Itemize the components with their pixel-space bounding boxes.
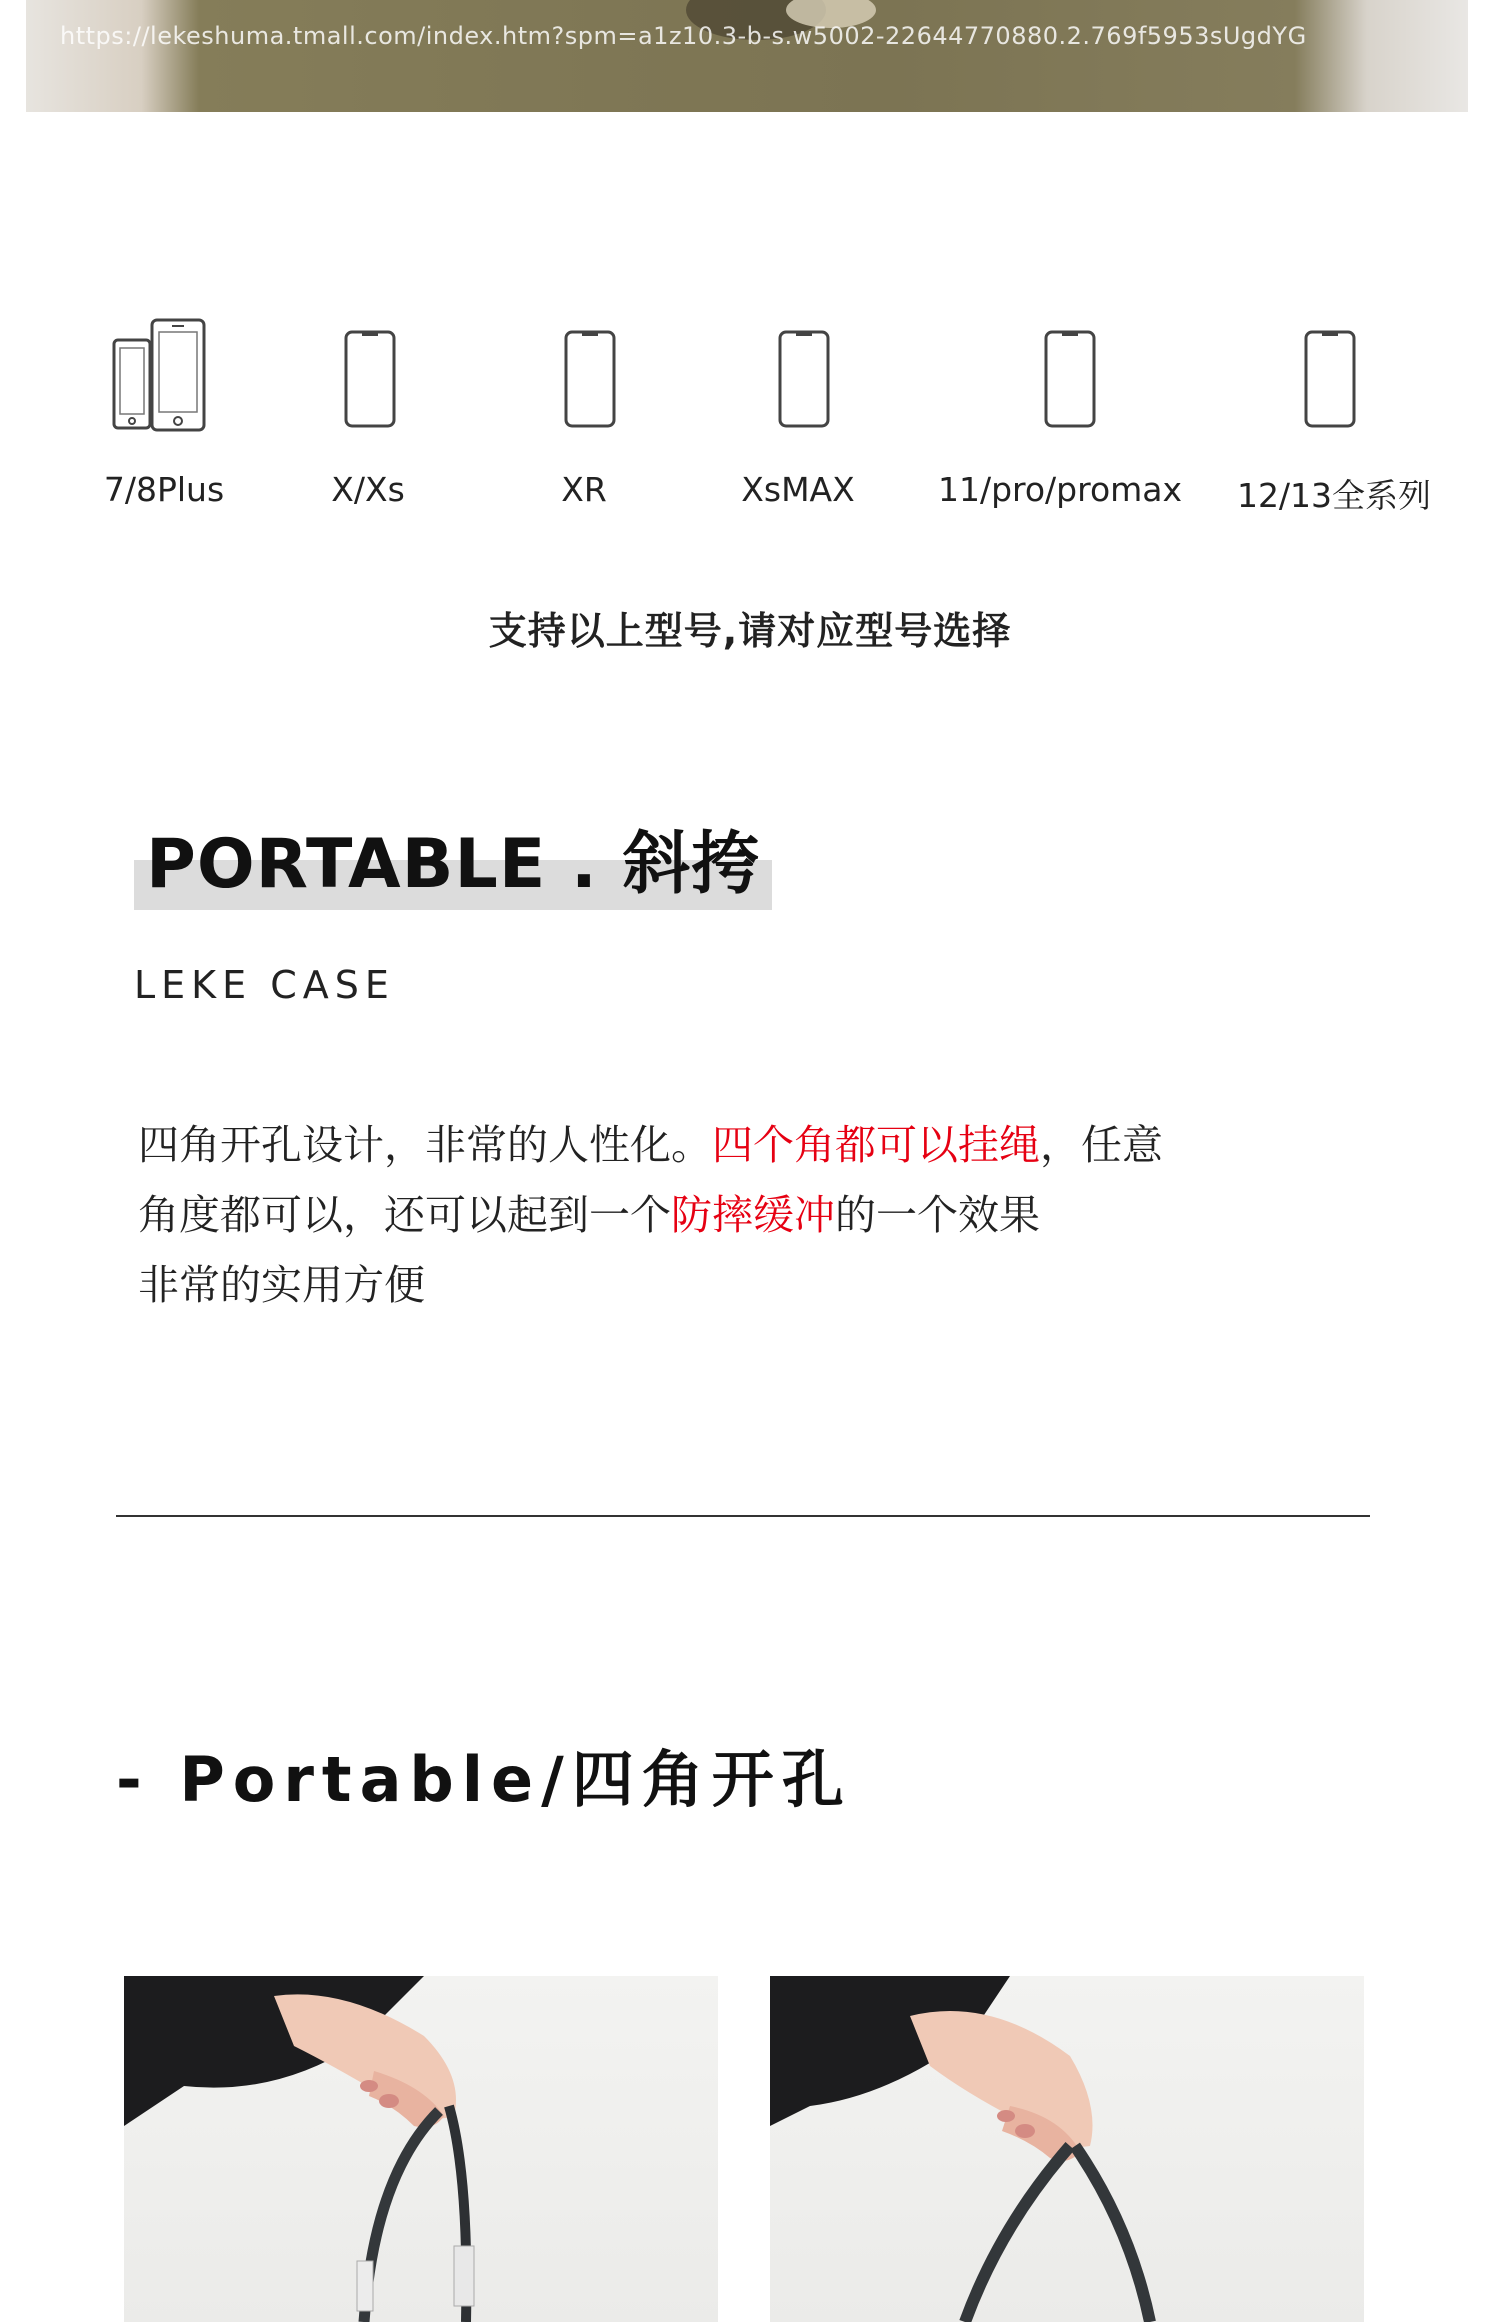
product-photo-right: [770, 1976, 1364, 2322]
model-label-xr: XR: [561, 470, 607, 509]
portable-heading: - Portable/四角开孔: [116, 1743, 852, 1816]
section-subtitle: LEKE CASE: [134, 963, 395, 1007]
description-text: ，任意: [1040, 1121, 1163, 1169]
model-icon-x-xs: [344, 318, 396, 428]
section-divider: [116, 1515, 1370, 1517]
description-highlight: 防摔缓冲: [671, 1191, 835, 1239]
model-label-11-pro-promax: 11/pro/promax: [937, 470, 1183, 509]
top-banner-image: [26, 0, 1468, 112]
supported-models-note: 支持以上型号,请对应型号选择: [488, 609, 1012, 653]
model-label-12-13: 12/13全系列: [1236, 476, 1432, 515]
model-icon-12-13: [1304, 318, 1356, 428]
description-line-3: 非常的实用方便: [138, 1261, 425, 1309]
product-photo-left: [124, 1976, 718, 2322]
section-title: PORTABLE . 斜挎: [146, 825, 761, 904]
description-text: 四角开孔设计，非常的人性化。: [138, 1121, 712, 1169]
model-label-7-8plus: 7/8Plus: [103, 470, 225, 509]
description-text: 的一个效果: [835, 1191, 1040, 1239]
model-icon-7-8plus: [112, 318, 206, 432]
model-label-x-xs: X/Xs: [331, 470, 405, 509]
description-highlight: 四个角都可以挂绳: [712, 1121, 1040, 1169]
description-text: 角度都可以，还可以起到一个: [138, 1191, 671, 1239]
banner-url-watermark: https://lekeshuma.tmall.com/index.htm?spm=a1z10.3-b-s.w5002-22644770880.2.769f5953sUgdYG: [60, 22, 1307, 50]
model-icon-xsmax: [778, 318, 830, 428]
model-icon-11-pro-promax: [1044, 318, 1096, 428]
model-label-xsmax: XsMAX: [741, 470, 855, 509]
description-line-2: [138, 1182, 1040, 1241]
model-icon-xr: [564, 318, 616, 428]
description-line-1: [138, 1112, 1163, 1171]
